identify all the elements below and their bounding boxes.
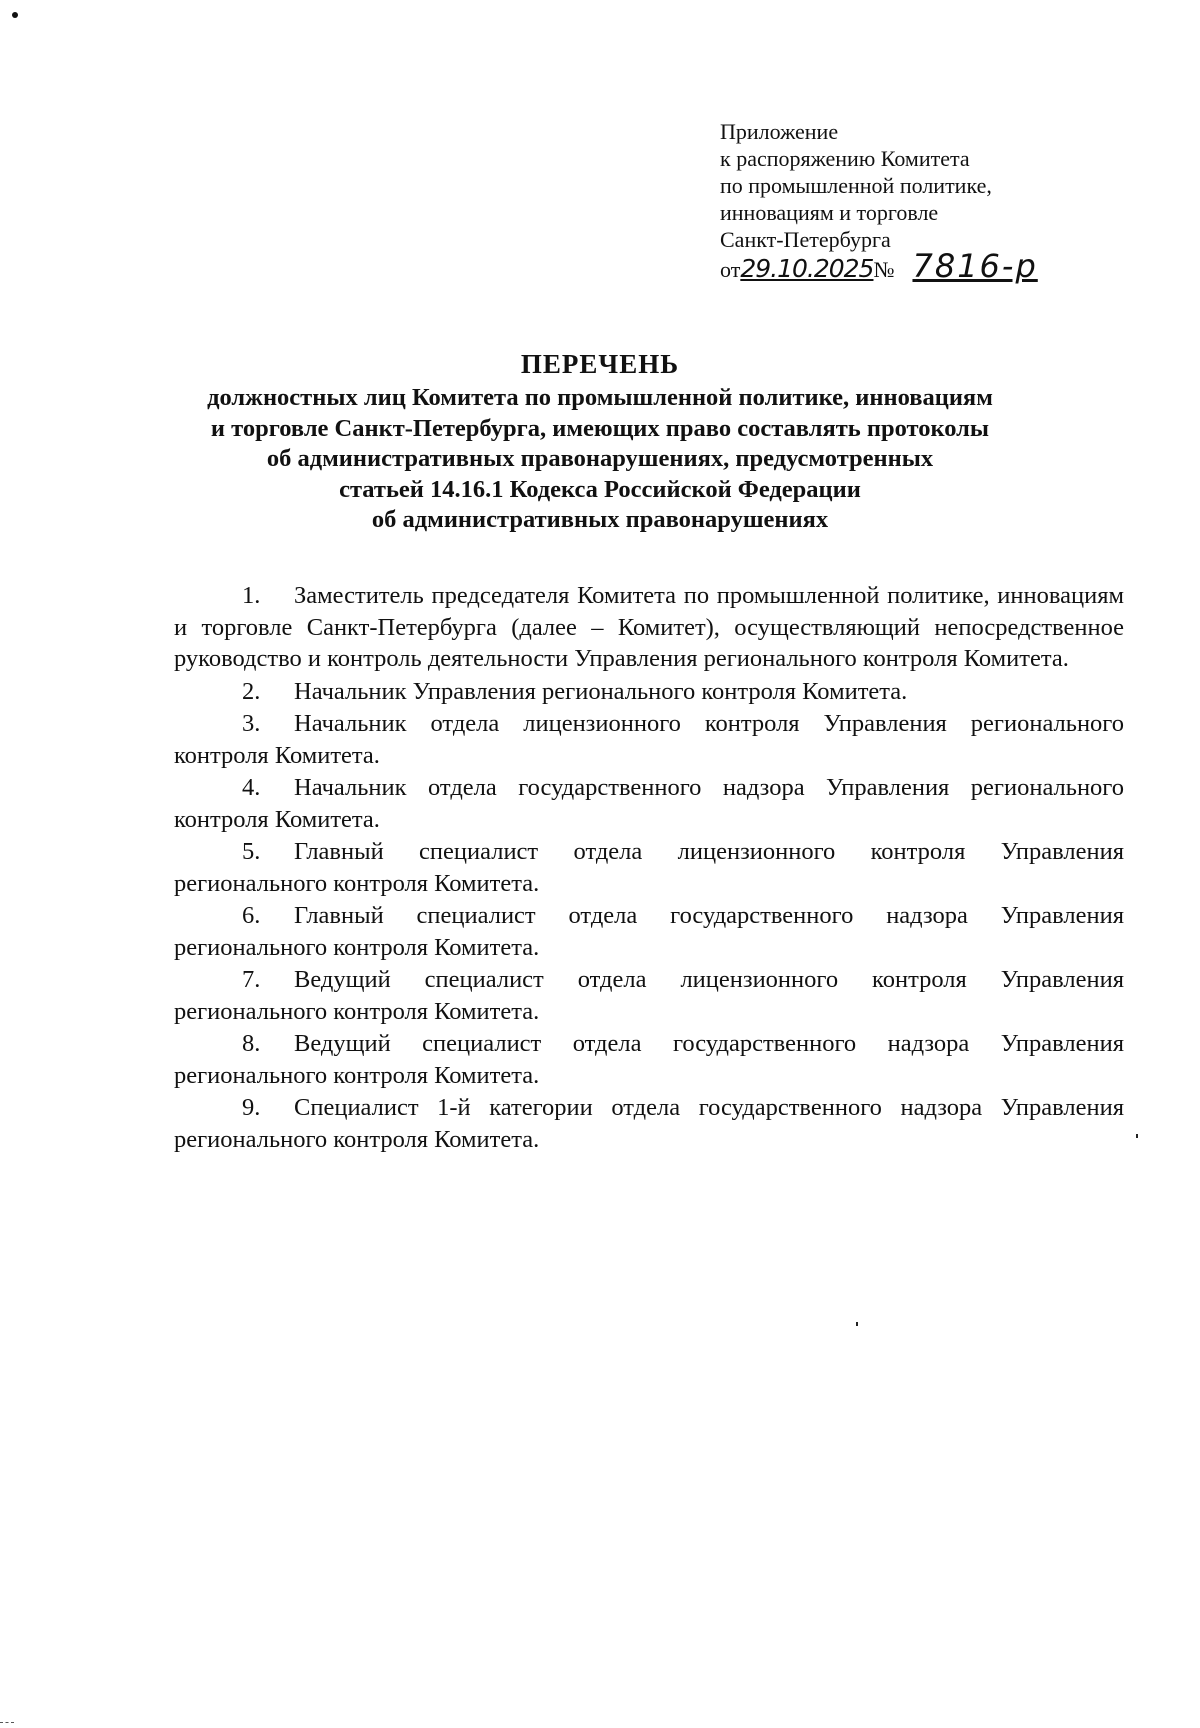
scan-artifact-speck <box>856 1322 858 1326</box>
subtitle-line: должностных лиц Комитета по промышленной политике, инновациям <box>207 384 993 411</box>
list-item <box>174 708 1124 771</box>
subtitle-line: об административных правонарушениях, предусмотренных <box>266 445 934 472</box>
item-text: Начальник отдела лицензионного контроля Управления регионального контроля Комитета. <box>174 710 1124 769</box>
item-number: 9. <box>242 1094 261 1121</box>
item-text: Главный специалист отдела государственного надзора Управления регионального контроля Комитета. <box>174 902 1124 961</box>
appendix-line: по промышленной политике, <box>720 173 992 198</box>
officials-list <box>174 580 1124 1156</box>
item-text: Начальник отдела государственного надзора Управления регионального контроля Комитета. <box>174 774 1124 833</box>
list-item <box>174 772 1124 835</box>
date-prefix: от <box>720 257 741 282</box>
handwritten-number: 7816-р <box>912 247 1038 285</box>
item-text: Ведущий специалист отдела государственного надзора Управления регионального контроля Комитета. <box>174 1030 1124 1089</box>
list-item <box>174 964 1124 1027</box>
scan-artifact-speck <box>1136 1134 1138 1138</box>
scan-artifact-dot <box>12 12 18 18</box>
item-number: 6. <box>242 902 261 929</box>
item-text: Ведущий специалист отдела лицензионного контроля Управления регионального контроля Комитета. <box>174 966 1124 1025</box>
scan-artifact-dash <box>0 1722 14 1723</box>
subtitle <box>150 383 1050 536</box>
appendix-line: Приложение <box>720 119 839 144</box>
subtitle-line: статьей 14.16.1 Кодекса Российской Федерации <box>339 475 861 503</box>
handwritten-date: 29.10.2025 <box>740 254 874 283</box>
list-item <box>174 836 1124 899</box>
item-text: Специалист 1-й категории отдела государственного надзора Управления регионального контроля Комитета. <box>174 1094 1124 1153</box>
item-number: 1. <box>242 582 261 609</box>
subtitle-line: и торговле Санкт-Петербурга, имеющих право составлять протоколы <box>210 414 990 442</box>
item-number: 2. <box>242 677 261 705</box>
item-number: 5. <box>242 838 261 865</box>
item-number: 3. <box>242 710 261 737</box>
appendix-line: Санкт-Петербурга <box>720 227 891 252</box>
appendix-reference <box>720 247 1160 285</box>
item-number: 8. <box>242 1030 261 1057</box>
list-item <box>174 1092 1124 1155</box>
item-number: 7. <box>242 966 261 993</box>
item-text: Главный специалист отдела лицензионного контроля Управления регионального контроля Комитета. <box>174 838 1124 897</box>
item-text: Начальник Управления регионального контроля Комитета. <box>294 677 908 705</box>
number-prefix: № <box>873 257 895 282</box>
list-item <box>174 580 1124 675</box>
item-text: Заместитель председателя Комитета по промышленной политике, инновациям и торговле Санкт-Петербурга (далее – Комитет), осуществляющий непосредственное руководство и контроль деятельности Управления регионального контроля Комитета. <box>174 582 1124 672</box>
list-item <box>174 900 1124 963</box>
appendix-line: к распоряжению Комитета <box>720 146 970 171</box>
page-title: ПЕРЕЧЕНЬ <box>520 349 680 379</box>
appendix-line: инновациям и торговле <box>720 200 939 225</box>
list-item <box>174 1028 1124 1091</box>
subtitle-line: об административных правонарушениях <box>371 506 829 533</box>
list-item <box>174 676 1124 708</box>
title-block <box>150 346 1050 536</box>
appendix-header <box>720 118 1160 283</box>
item-number: 4. <box>242 774 261 801</box>
